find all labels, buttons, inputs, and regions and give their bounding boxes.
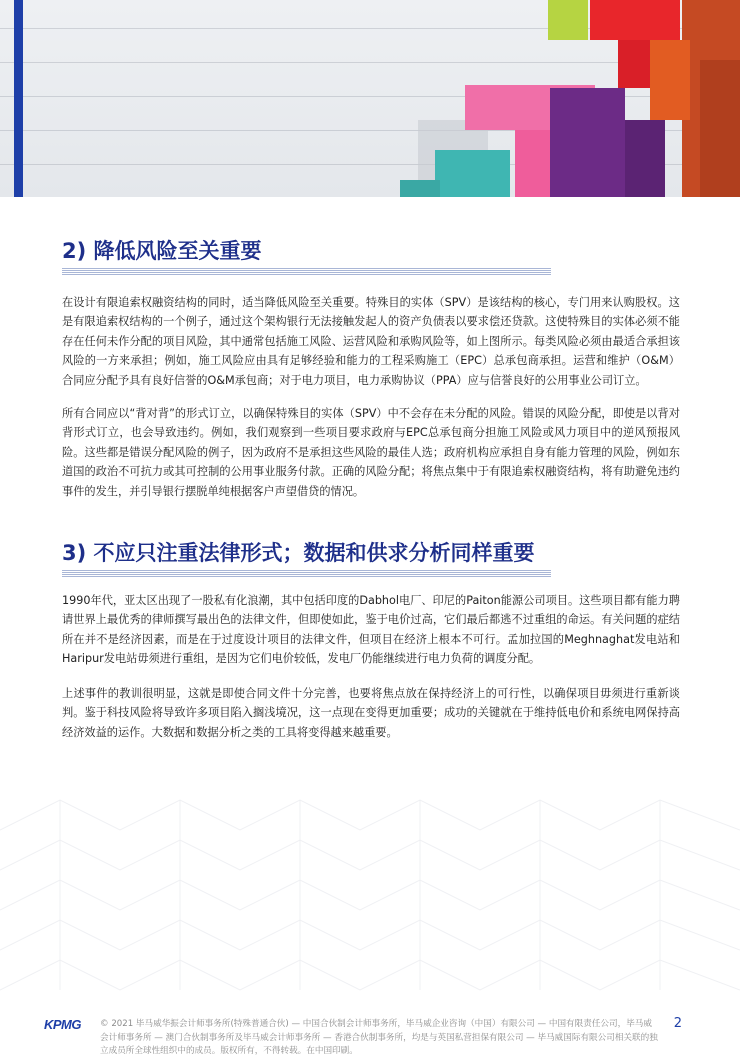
legal-notice: © 2021 毕马威华振会计师事务所(特殊普通合伙) — 中国合伙制会计师事务所，毕马威企业咨询（中国）有限公司 — 中国有限责任公司，毕马威会计师事务所 — 澳门合伙制事务所及毕马威会计师事务所 — 香港合伙制事务所，均是与英国私营担保有限公司 — 毕马威国际有限公司相关联的独立成员所全球性组织中的成员。版权所有，不得转载。在中国印刷。 — [100, 1019, 658, 1056]
kpmg-logo: KPMG — [44, 1017, 81, 1032]
background-pattern — [0, 790, 740, 1020]
paragraph: 在设计有限追索权融资结构的同时，适当降低风险至关重要。特殊目的实体（SPV）是该结构的核心，专门用来认购股权。这是有限追索权结构的一个例子，通过这个架构银行无法接触发起人的资产负债表以要求偿还贷款。这使特殊目的实体必须不能存在任何未作分配的项目风险，其中通常包括施工风险、运营风险和承购风险等，如上图所示。每类风险必须由最适合承担该风险的一方来承担；例如，施工风险应由具有足够经验和能力的工程采购施工（EPC）总承包商承担。运营和维护（O&M）合同应分配予具有良好信誉的O&M承包商；对于电力项目，电力承购协议（PPA）应与信誉良好的公用事业公司订立。 — [62, 296, 680, 387]
title-underline — [62, 268, 551, 275]
page-number: 2 — [673, 1016, 682, 1031]
paragraph: 所有合同应以“背对背”的形式订立，以确保特殊目的实体（SPV）中不会存在未分配的风险。错误的风险分配，即使是以背对背形式订立，也会导致违约。例如，我们观察到一些项目要求政府与EPC总承包商分担施工风险或风力项目中的逆风预报风险。这些都是错误分配风险的例子，因为政府不是承担这些风险的最佳人选；政府机构应承担自身有能力管理的风险，例如东道国的政治不可抗力或其可控制的公用事业服务付款。正确的风险分配；将焦点集中于有限追索权融资结构，将有助避免违约事件的发生，并引导银行摆脱单纯根据客户声望借贷的情况。 — [62, 407, 680, 498]
paragraph: 上述事件的教训很明显，这就是即使合同文件十分完善，也要将焦点放在保持经济上的可行性，以确保项目毋须进行重新谈判。鉴于科技风险将导致许多项目陷入搁浅境况，这一点现在变得更加重要；成功的关键就在于维持低电价和系统电网保持高经济效益的运作。大数据和数据分析之类的工具将变得越来越重要。 — [62, 687, 680, 739]
hero-image — [0, 0, 740, 197]
accent-strip — [14, 0, 23, 197]
paragraph: 1990年代，亚太区出现了一股私有化浪潮，其中包括印度的Dabhol电厂、印尼的Paiton能源公司项目。这些项目都有能力聘请世界上最优秀的律师撰写最出色的法律文件，但即使如此，鉴于电价过高，它们最后都逃不过重组的命运。有关问题的症结所在并不是经济因素，而是在于过度设计项目的法律文件，但项目在经济上根本不可行。孟加拉国的Meghnaghat发电站和Haripur发电站毋须进行重组，是因为它们电价较低，发电厂仍能继续进行电力负荷的调度分配。 — [62, 594, 680, 666]
puzzle-blocks-illustration — [400, 0, 740, 197]
section-title-risk: 2) 降低风险至关重要 — [62, 239, 262, 263]
title-underline — [62, 570, 551, 577]
section-title-data-analysis: 3) 不应只注重法律形式；数据和供求分析同样重要 — [62, 541, 535, 565]
